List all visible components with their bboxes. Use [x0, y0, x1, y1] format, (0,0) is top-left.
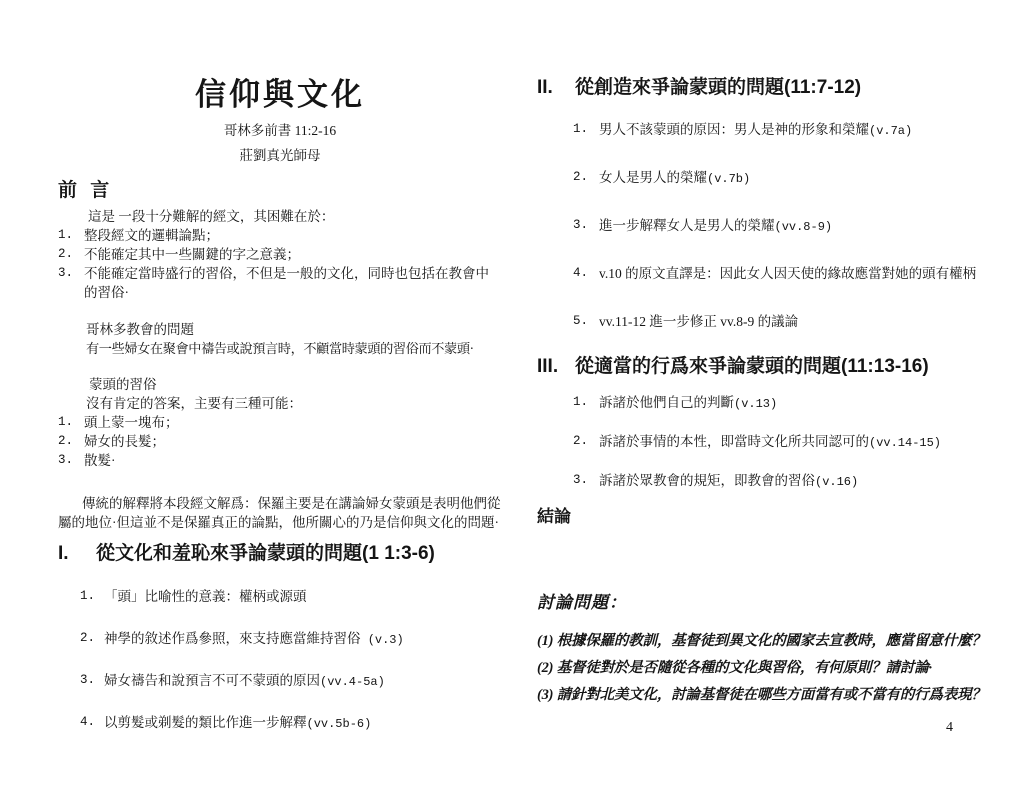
section1-number: I. — [58, 543, 69, 564]
discussion-question: (3) 請針對北美文化，討論基督徒在哪些方面當有或不當有的行爲表現？ — [537, 687, 986, 703]
traditional-interpretation-paragraph: 傳統的解釋將本段經文解爲：保羅主要是在講論婦女蒙頭是表明他們從屬的地位·但這並不是保羅真正的論點，他所關心的乃是信仰與文化的問題· — [58, 496, 501, 530]
corinth-problem-heading: 哥林多教會的問題 — [86, 322, 194, 337]
list-item — [80, 713, 502, 734]
item-number: 2. — [80, 631, 96, 645]
item-number: 3. — [573, 473, 589, 487]
preface-intro: 這是 一段十分難解的經文，其困難在於： — [88, 209, 335, 224]
list-item — [573, 120, 1001, 141]
section3-list — [537, 393, 1001, 492]
document-title: 信仰與文化 — [195, 77, 365, 112]
section2-number: II. — [537, 77, 553, 98]
item-text: 女人是男人的榮耀(v.7b) — [599, 170, 751, 186]
item-number: 2. — [58, 247, 74, 261]
page-number: 4 — [946, 720, 953, 735]
conclusion-heading: 結論 — [537, 507, 571, 526]
item-text: 訴諸於他們自己的判斷(v.13) — [599, 395, 778, 411]
list-item — [80, 671, 502, 692]
list-item — [573, 168, 1001, 189]
item-text: vv.11-12 進一步修正 vv.8-9 的議論 — [599, 314, 799, 329]
list-item — [58, 264, 502, 302]
list-item — [573, 312, 1001, 333]
item-text: 散髮· — [84, 453, 116, 468]
veil-custom-list — [58, 413, 502, 470]
verse-ref: (v.16) — [815, 475, 859, 489]
item-number: 1. — [58, 415, 74, 429]
item-number: 5. — [573, 314, 589, 328]
item-number: 1. — [80, 589, 96, 603]
item-text: 整段經文的邏輯論點； — [84, 228, 219, 243]
item-text: 「頭」比喻性的意義：權柄或源頭 — [104, 589, 307, 604]
list-item — [80, 629, 502, 650]
section1-ref: (1 1:3-6) — [362, 543, 435, 564]
list-item — [573, 264, 1001, 285]
section2-heading — [537, 76, 1001, 100]
item-number: 2. — [58, 434, 74, 448]
preface-heading: 前 言 — [58, 180, 114, 201]
item-text: 不能確定其中一些關鍵的字之意義； — [84, 247, 300, 262]
verse-ref: (vv.8-9) — [774, 220, 833, 234]
item-number: 3. — [58, 453, 74, 467]
section1-heading — [58, 542, 502, 566]
verse-ref: (v.7a) — [869, 124, 913, 138]
verse-ref: (vv.14-15) — [869, 436, 942, 450]
item-text: 神學的敘述作爲參照，來支持應當維持習俗 (v.3) — [104, 631, 404, 647]
list-item — [58, 413, 502, 432]
discussion-question: (1) 根據保羅的教訓，基督徒到異文化的國家去宣教時，應當留意什麼？ — [537, 633, 986, 649]
section3-ref: (11:13-16) — [841, 356, 929, 377]
list-item — [58, 432, 502, 451]
item-number: 3. — [573, 218, 589, 232]
item-number: 1. — [58, 228, 74, 242]
discussion-questions — [537, 632, 1001, 705]
item-text: 進一步解釋女人是男人的榮耀(vv.8-9) — [599, 218, 833, 234]
item-number: 2. — [573, 434, 589, 448]
item-number: 2. — [573, 170, 589, 184]
verse-ref: (vv.4-5a) — [320, 675, 385, 689]
verse-ref: (v.13) — [734, 397, 778, 411]
verse-ref: (v.7b) — [707, 172, 751, 186]
veil-custom-intro: 沒有肯定的答案，主要有三種可能： — [86, 396, 302, 411]
preface-list — [58, 226, 502, 302]
section3-heading — [537, 355, 1001, 379]
list-item — [58, 245, 502, 264]
list-item — [573, 471, 1001, 492]
section1-title: 從文化和羞恥來爭論蒙頭的問題 — [96, 543, 363, 564]
item-text: v.10 的原文直譯是：因此女人因天使的緣故應當對她的頭有權柄 — [599, 266, 977, 281]
item-number: 1. — [573, 395, 589, 409]
list-item — [573, 393, 1001, 414]
item-text: 男人不該蒙頭的原因：男人是神的形象和榮耀(v.7a) — [599, 122, 913, 138]
item-number: 3. — [58, 266, 74, 280]
item-number: 1. — [573, 122, 589, 136]
section2-title: 從創造來爭論蒙頭的問題 — [575, 77, 785, 98]
discussion-heading: 討論問題： — [537, 593, 627, 612]
item-number: 4. — [80, 715, 96, 729]
section1-list — [58, 587, 502, 734]
item-text: 不能確定當時盛行的習俗，不但是一般的文化，同時也包括在教會中的習俗· — [84, 266, 489, 300]
section3-number: III. — [537, 356, 559, 377]
list-item — [573, 432, 1001, 453]
item-text: 訴諸於眾教會的規矩，即教會的習俗(v.16) — [599, 473, 859, 489]
item-text: 婦女的長髮； — [84, 434, 165, 449]
item-text: 訴諸於事情的本性，即當時文化所共同認可的(vv.14-15) — [599, 434, 942, 450]
left-column — [58, 78, 502, 734]
discussion-question: (2) 基督徒對於是否隨從各種的文化與習俗，有何原則？請討論· — [537, 660, 932, 676]
list-item — [573, 216, 1001, 237]
veil-custom-heading: 蒙頭的習俗 — [89, 377, 157, 392]
right-column — [537, 76, 1001, 713]
item-number: 4. — [573, 266, 589, 280]
list-item — [80, 587, 502, 608]
section2-ref: (11:7-12) — [784, 77, 862, 98]
list-item — [58, 226, 502, 245]
item-text: 婦女禱告和說預言不可不蒙頭的原因(vv.4-5a) — [104, 673, 385, 689]
verse-ref: (vv.5b-6) — [306, 717, 372, 731]
author-name: 莊劉真光師母 — [239, 148, 321, 163]
section3-title: 從適當的行爲來爭論蒙頭的問題 — [575, 356, 842, 377]
item-number: 3. — [80, 673, 96, 687]
verse-ref: (v.3) — [360, 633, 404, 647]
list-item — [58, 451, 502, 470]
corinth-problem-text: 有一些婦女在聚會中禱告或說預言時，不顧當時蒙頭的習俗而不蒙頭· — [86, 341, 474, 356]
scripture-reference: 哥林多前書 11:2-16 — [223, 123, 337, 138]
item-text: 以剪髮或剃髮的類比作進一步解釋(vv.5b-6) — [104, 715, 372, 731]
section2-list — [537, 120, 1001, 333]
item-text: 頭上蒙一塊布； — [84, 415, 179, 430]
